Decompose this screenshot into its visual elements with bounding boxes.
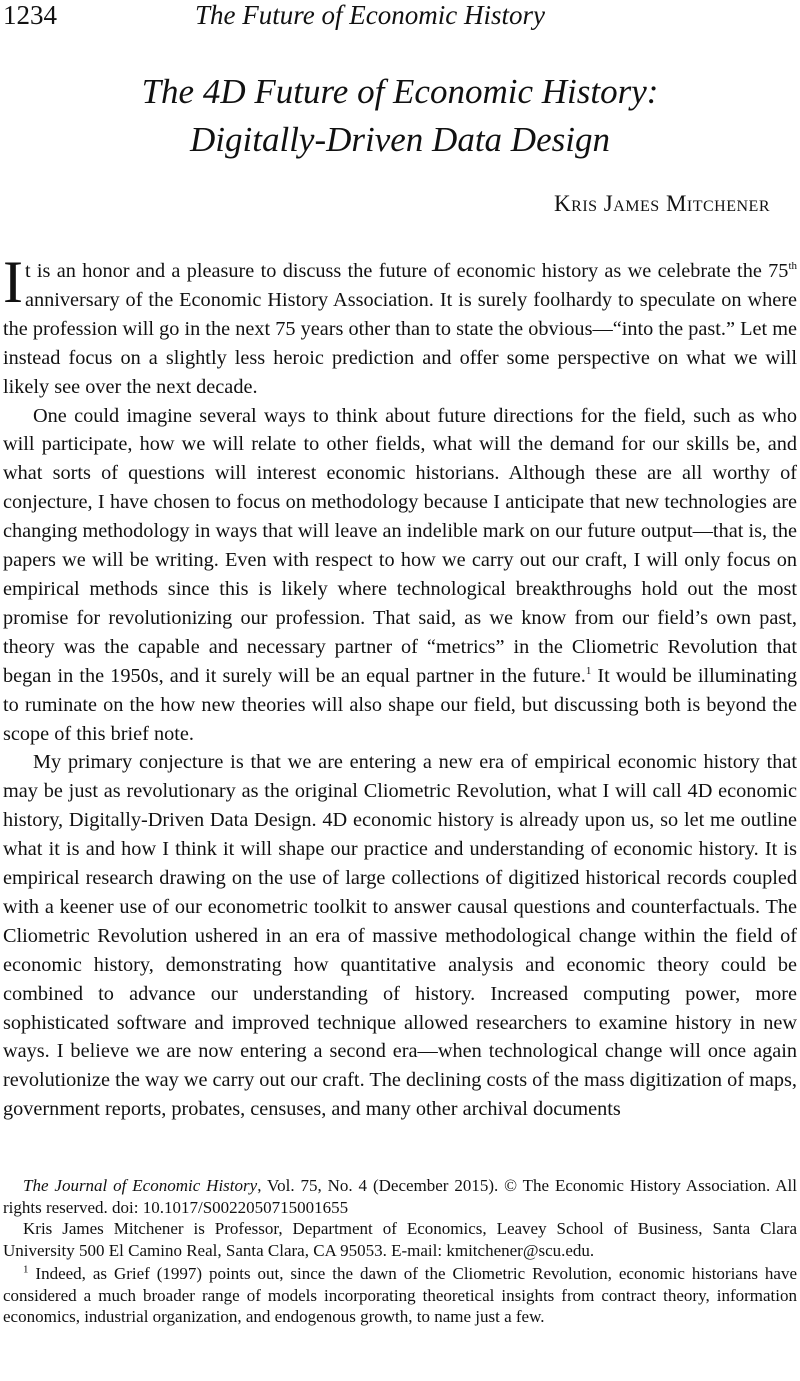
drop-cap: I [3,249,23,315]
footnotes [3,1175,797,1328]
paragraph-2 [3,402,797,749]
footnote-ref-1[interactable]: 1 [585,664,592,677]
author-affiliation: Kris James Mitchener is Professor, Department of Economics, Leavey School of Business, Santa Clara University 500 El Camino Real, Santa Clara, CA 95053. E-mail: kmitchener@scu.edu. [3,1219,797,1260]
journal-name: The Journal of Economic History [23,1176,258,1195]
footnote-1-mark: 1 [23,1263,29,1276]
paragraph-1-text-b: anniversary of the Economic History Association. It is surely foolhardy to speculate on where the profession will go in the next 75 years other than to state the obvious—“into the past.” Let me instead focus on a slightly less heroic prediction and offer some perspective on what we will likely see over the next decade. [3,288,797,398]
article-body [3,249,797,1124]
footnote-1 [3,1263,797,1328]
paragraph-1-text-a: t is an honor and a pleasure to discuss the future of economic history as we celebrate the 75 [24,260,789,282]
running-head-title: The Future of Economic History [195,0,545,30]
footnote-1-text: Indeed, as Grief (1997) points out, since the dawn of the Cliometric Revolution, economic historians have considered a much broader range of models incorporating theoretical insights from contract theory, information economics, industrial organization, and endogenous growth, to name just a few. [3,1264,797,1326]
running-header [3,0,797,36]
journal-citation [3,1175,797,1218]
journal-details: , Vol. 75, No. 4 (December 2015). © The Economic History Association. All rights reserved. doi: 10.1017/S0022050715001655 [3,1176,797,1217]
article-title [0,68,800,164]
superscript-th: th [788,260,797,273]
paragraph-2-text-b: It would be illuminating to ruminate on the how new theories will also shape our field, but discussing both is beyond the scope of this brief note. [3,664,797,745]
page-number: 1234 [3,0,57,30]
paragraph-3: My primary conjecture is that we are entering a new era of empirical economic history that may be just as revolutionary as the original Cliometric Revolution, what I will call 4D economic history, Digitally-Driven Data Design. 4D economic history is already upon us, so let me outline what it is and how I think it will shape our practice and understanding of economic history. It is empirical research drawing on the use of large collections of digitized historical records coupled with a keener use of our econometric toolkit to answer causal questions and counterfactuals. The Cliometric Revolution ushered in an era of massive methodological change within the field of economic history, demonstrating how quantitative analysis and economic theory could be combined to advance our understanding of history. Increased computing power, more sophisticated software and improved technique allowed researchers to examine history in new ways. I believe we are now entering a second era—when technological change will once again revolutionize the way we carry out our craft. The declining costs of the mass digitization of maps, government reports, probates, censuses, and many other archival documents [3,751,797,1121]
author-name: Kris James Mitchener [554,191,770,216]
title-line-1: The 4D Future of Economic History: [141,72,659,111]
paragraph-2-text-a: One could imagine several ways to think about future directions for the field, such as who will participate, how we will relate to other fields, what will the demand for our skills be, and what sorts of questions will interest economic historians. Although these are all worthy of conjecture, I have chosen to focus on methodology because I anticipate that new technologies are changing methodology in ways that will leave an indelible mark on our future output—that is, the papers we will be writing. Even with respect to how we carry out our craft, I will only focus on empirical methods since this is likely where technological breakthroughs hold out the most promise for revolutionizing our profession. That said, as we know from our field’s own past, theory was the capable and necessary partner of “metrics” in the Cliometric Revolution that began in the 1950s, and it surely will be an equal partner in the future. [3,404,797,687]
title-line-2: Digitally-Driven Data Design [190,120,610,159]
paragraph-1 [3,249,797,402]
